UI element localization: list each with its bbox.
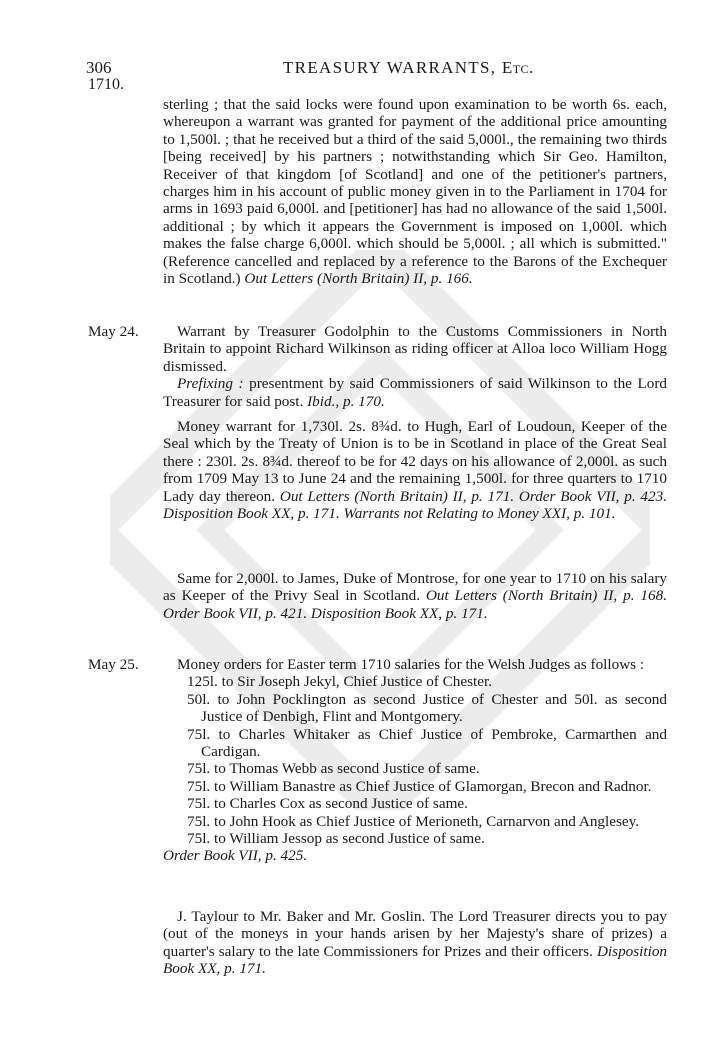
list-item: 75l. to William Banastre as Chief Justice of Glamorgan, Brecon and Radnor. bbox=[187, 777, 652, 795]
list-item: 75l. to Charles Whitaker as Chief Justice of Pembroke, Carmarthen and Cardigan. bbox=[187, 725, 667, 761]
running-title bbox=[283, 58, 534, 78]
entry-taylour bbox=[163, 908, 667, 978]
running-title-main: TREASURY WARRANTS, bbox=[283, 58, 497, 77]
entry-text: Same for 2,000l. to James, Duke of Montrose, for one year to 1710 on his salary as Keeper of the Privy Seal in Scotland. bbox=[163, 570, 667, 605]
entry-text: sterling ; that the said locks were found upon examination to be worth 6s. each, whereupon a warrant was granted for payment of the additional price amounting to 1,500l. ; that he received but a third of the said 5,000l., the remaining two thirds [being received] by his partners ; notwithstanding which Sir Geo. Hamilton, Receiver of that kingdom [of Scotland] and one of the petitioner's partners, charges him in his account of public money given in to the Parliament in 1704 for arms in 1693 paid 6,000l. and [petitioner] has had no allowance of the said 1,500l. additional ; by which it appears the Government is imposed on 1,000l. which makes the false charge 6,000l. which should be 5,000l. ; all which is submitted." (Reference cancelled and replaced by a reference to the Barons of the Exchequer in Scotland.) bbox=[163, 96, 667, 288]
margin-date-may-25: May 25. bbox=[88, 656, 139, 673]
prefixing-text: presentment by said Commissioners of said Wilkinson to the Lord Treasurer for said post. bbox=[163, 375, 667, 410]
margin-year: 1710. bbox=[88, 76, 124, 93]
entry-wilkinson bbox=[163, 323, 667, 410]
list-item: 125l. to Sir Joseph Jekyl, Chief Justice of Chester. bbox=[187, 673, 492, 691]
entry-reference: Order Book VII, p. 425. bbox=[163, 847, 308, 865]
running-title-etc: Etc. bbox=[501, 58, 534, 77]
entry-montrose bbox=[163, 570, 667, 622]
prefixing-label: Prefixing : bbox=[177, 375, 244, 393]
list-item: 50l. to John Pocklington as second Justice of Chester and 50l. as second Justice of Denbigh, Flint and Montgomery. bbox=[187, 690, 667, 726]
entry-reference: Disposition Book XX, p. 171. bbox=[163, 942, 668, 978]
margin-date-may-24: May 24. bbox=[88, 323, 139, 340]
entry-text: J. Taylour to Mr. Baker and Mr. Goslin. The Lord Treasurer directs you to pay (out of the moneys in your hands arisen by her Majesty's share of prizes) a quarter's salary to the late Commissioners for Prizes and their officers. bbox=[163, 908, 667, 960]
entry-text: Warrant by Treasurer Godolphin to the Customs Commissioners in North Britain to appoint Richard Wilkinson as riding officer at Alloa loco William Hogg dismissed. bbox=[163, 323, 667, 375]
list-item: 75l. to William Jessop as second Justice of same. bbox=[187, 830, 485, 848]
page-number: 306 bbox=[86, 58, 112, 77]
entry-reference: Ibid., p. 170. bbox=[307, 392, 385, 410]
entry-reference: Out Letters (North Britain) II, p. 171. Order Book VII, p. 423. Disposition Book XX, p. 171. Warrants not Relating to Money XXI, p. 101. bbox=[163, 487, 667, 523]
entry-welsh-judges bbox=[163, 656, 667, 865]
entry-text: Money warrant for 1,730l. 2s. 8¾d. to Hugh, Earl of Loudoun, Keeper of the Seal which by the Treaty of Union is to be in Scotland in place of the Great Seal there : 230l. 2s. 8¾d. thereof to be for 42 days on his allowance of 2,000l. as such from 1709 May 13 to June 24 and the remaining 1,500l. for three quarters to 1710 Lady day thereon. bbox=[163, 418, 667, 505]
entry-reference: Out Letters (North Britain) II, p. 168. Order Book VII, p. 421. Disposition Book XX, p. 171. bbox=[163, 587, 667, 622]
list-item: 75l. to Thomas Webb as second Justice of same. bbox=[187, 760, 480, 778]
list-item: 75l. to John Hook as Chief Justice of Merioneth, Carnarvon and Anglesey. bbox=[187, 812, 640, 830]
entry-loudoun bbox=[163, 418, 667, 522]
list-item: 75l. to Charles Cox as second Justice of same. bbox=[187, 795, 468, 813]
entry-continuation bbox=[163, 96, 667, 287]
entry-reference: Out Letters (North Britain) II, p. 166. bbox=[244, 270, 473, 288]
entry-intro: Money orders for Easter term 1710 salaries for the Welsh Judges as follows : bbox=[177, 656, 645, 673]
